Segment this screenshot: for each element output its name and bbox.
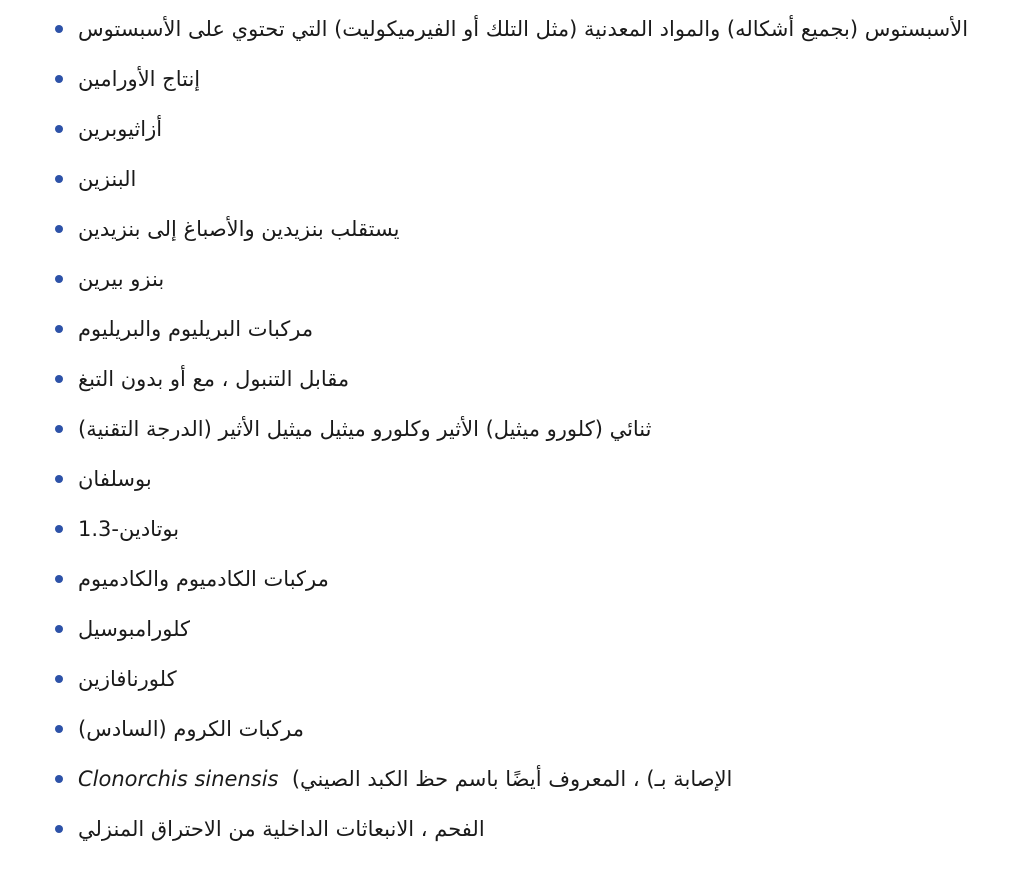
list-item — [0, 454, 1024, 504]
list-item-text: بنزو بيرين — [78, 267, 165, 291]
list-item — [0, 754, 1024, 804]
list-item-arabic-text: الإصابة بـ) ، المعروف أيضًا باسم حظ الكبد الصيني) — [291, 767, 733, 791]
list-item-text: مركبات الكروم (السادس) — [78, 717, 304, 741]
bullet-icon — [55, 475, 63, 483]
list-item-text: كلورامبوسيل — [78, 617, 191, 641]
bullet-icon — [55, 775, 63, 783]
list-item-text: بوتادين-1.3 — [78, 517, 180, 541]
list-item-text: مركبات البريليوم والبريليوم — [78, 317, 314, 341]
bullet-icon — [55, 725, 63, 733]
list-item — [0, 254, 1024, 304]
list-item — [0, 654, 1024, 704]
list-item-text: الفحم ، الانبعاثات الداخلية من الاحتراق المنزلي — [78, 817, 485, 841]
list-item-text — [78, 754, 732, 804]
bullet-icon — [55, 425, 63, 433]
list-item — [0, 4, 1024, 54]
list-item-text: ثنائي (كلورو ميثيل) الأثير وكلورو ميثيل ميثيل الأثير (الدرجة التقنية) — [78, 417, 652, 441]
list-item — [0, 554, 1024, 604]
list-item-text: مقابل التنبول ، مع أو بدون التبغ — [78, 367, 350, 391]
list-item-text: يستقلب بنزيدين والأصباغ إلى بنزيدين — [78, 217, 400, 241]
bullet-icon — [55, 125, 63, 133]
species-name: Clonorchis sinensis — [78, 767, 279, 791]
list-item — [0, 54, 1024, 104]
bullet-icon — [55, 825, 63, 833]
list-item-text: إنتاج الأورامين — [78, 67, 201, 91]
list-item-text: أزاثيوبرين — [78, 117, 163, 141]
list-item-text: كلورنافازين — [78, 667, 177, 691]
list-item — [0, 604, 1024, 654]
list-item — [0, 204, 1024, 254]
bullet-icon — [55, 675, 63, 683]
bullet-icon — [55, 625, 63, 633]
list-item — [0, 304, 1024, 354]
list-item-text: بوسلفان — [78, 467, 152, 491]
bullet-icon — [55, 325, 63, 333]
list-item — [0, 354, 1024, 404]
carcinogen-list — [0, 4, 1024, 854]
list-item-text: البنزين — [78, 167, 137, 191]
bullet-icon — [55, 275, 63, 283]
bullet-icon — [55, 25, 63, 33]
list-item — [0, 704, 1024, 754]
list-item-text: مركبات الكادميوم والكادميوم — [78, 567, 329, 591]
list-item — [0, 154, 1024, 204]
bullet-icon — [55, 75, 63, 83]
list-item — [0, 404, 1024, 454]
bullet-icon — [55, 225, 63, 233]
list-item — [0, 504, 1024, 554]
list-item — [0, 104, 1024, 154]
bullet-icon — [55, 575, 63, 583]
bullet-icon — [55, 175, 63, 183]
list-item-text: الأسبستوس (بجميع أشكاله) والمواد المعدنية (مثل التلك أو الفيرميكوليت) التي تحتوي على الأسبستوس — [78, 17, 969, 41]
bullet-icon — [55, 525, 63, 533]
list-item — [0, 804, 1024, 854]
bullet-icon — [55, 375, 63, 383]
